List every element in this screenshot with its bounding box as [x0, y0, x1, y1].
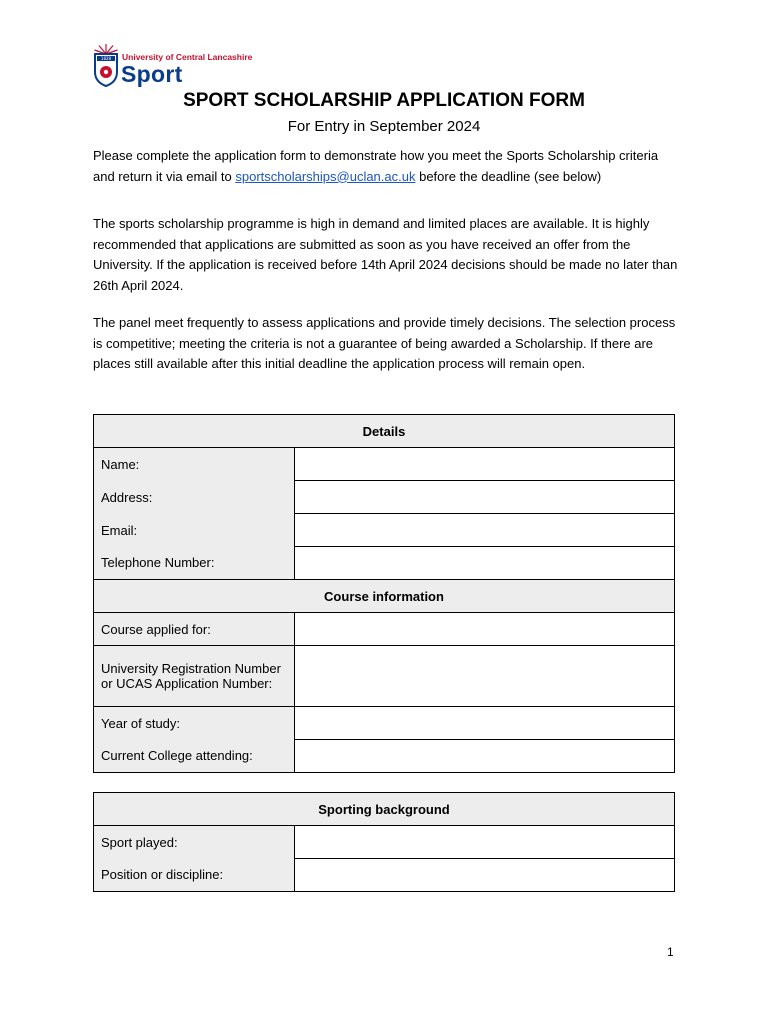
sport-wordmark: Sport [121, 61, 183, 87]
page-number: 1 [667, 945, 674, 959]
details-header: Details [94, 415, 675, 448]
telephone-label: Telephone Number: [94, 547, 295, 580]
course-applied-label: Course applied for: [94, 613, 295, 646]
sporting-background-table [93, 792, 675, 892]
uclan-sport-logo [92, 42, 262, 88]
position-discipline-field[interactable] [295, 859, 675, 892]
name-label: Name: [94, 448, 295, 481]
panel-paragraph: The panel meet frequently to assess applications and provide timely decisions. The selection process is competitive; meeting the criteria is not a guarantee of being awarded a Scholarship. If there are places still available after this initial deadline the application process will remain open. [93, 315, 676, 372]
uclan-crest-icon [92, 42, 120, 88]
name-field[interactable] [295, 448, 675, 481]
year-of-study-field[interactable] [295, 707, 675, 740]
intro-paragraph [93, 146, 683, 187]
details-course-table [93, 414, 675, 773]
registration-number-field[interactable] [295, 646, 675, 707]
telephone-field[interactable] [295, 547, 675, 580]
form-subtitle: For Entry in September 2024 [287, 118, 481, 135]
university-name: University of Central Lancashire [122, 52, 253, 62]
form-title: SPORT SCHOLARSHIP APPLICATION FORM [183, 90, 585, 111]
current-college-label: Current College attending: [94, 740, 295, 773]
address-label: Address: [94, 481, 295, 514]
registration-number-label: University Registration Number or UCAS Application Number: [94, 646, 295, 707]
sporting-background-header: Sporting background [94, 793, 675, 826]
email-field[interactable] [295, 514, 675, 547]
email-label: Email: [94, 514, 295, 547]
email-link[interactable]: sportscholarships@uclan.ac.uk [235, 168, 416, 184]
address-field[interactable] [295, 481, 675, 514]
year-of-study-label: Year of study: [94, 707, 295, 740]
position-discipline-label: Position or discipline: [94, 859, 295, 892]
crest-year: 1828 [100, 56, 112, 62]
sport-played-field[interactable] [295, 826, 675, 859]
intro-text: Please complete the application form to demonstrate how you meet the Sports Scholarship criteria and return it via email to [93, 148, 659, 184]
course-information-header: Course information [94, 580, 675, 613]
demand-paragraph: The sports scholarship programme is high in demand and limited places are available. It is highly recommended that applications are submitted as soon as you have received an offer from the University. If the application is received before 14th April 2024 decisions should be made no later than 26th April 2024. [93, 216, 678, 293]
sport-played-label: Sport played: [94, 826, 295, 859]
course-applied-field[interactable] [295, 613, 675, 646]
current-college-field[interactable] [295, 740, 675, 773]
intro-text-end: before the deadline (see below) [415, 168, 602, 184]
